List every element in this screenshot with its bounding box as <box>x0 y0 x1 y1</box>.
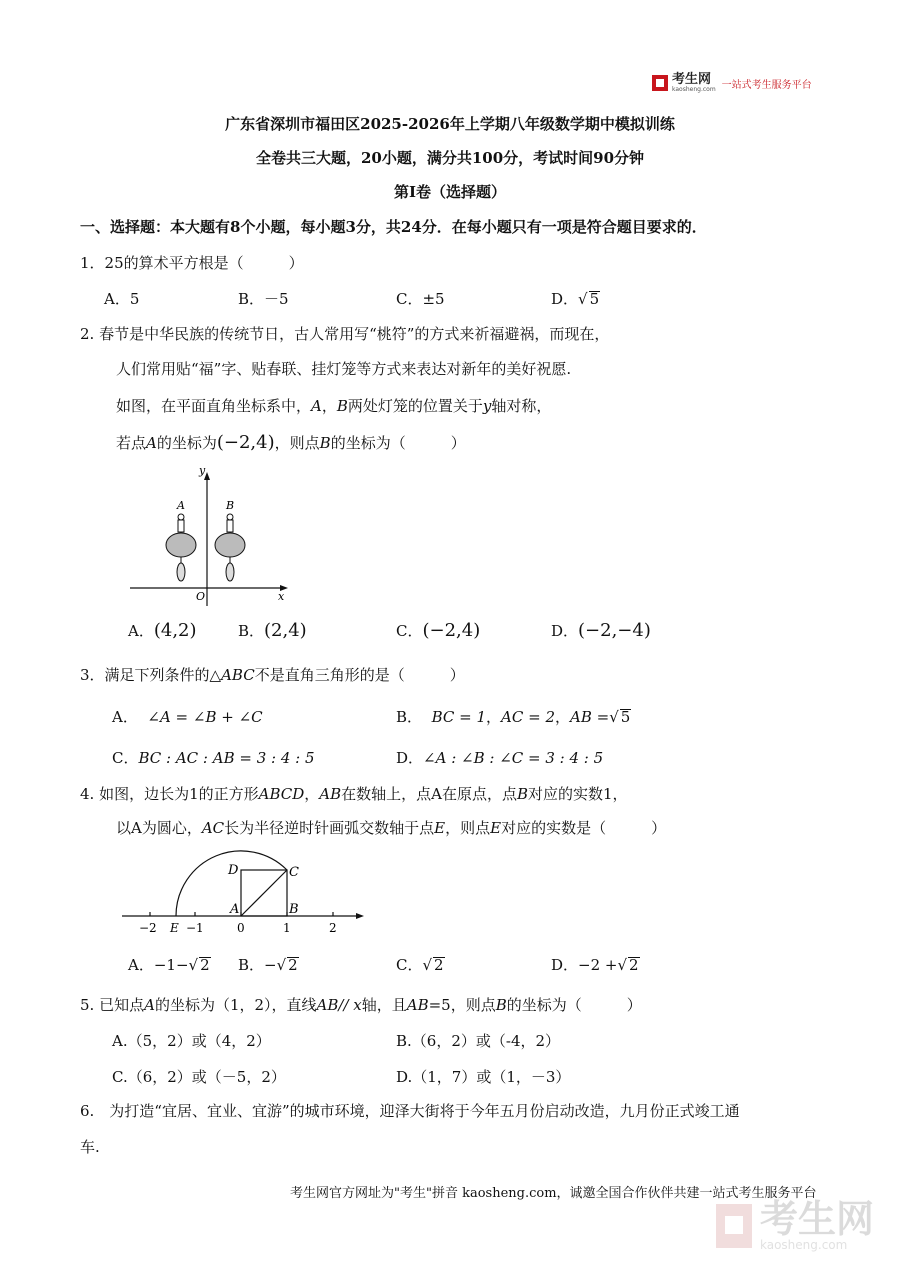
q1-option-a: A．5 <box>104 290 140 308</box>
lantern-b-icon <box>215 499 245 581</box>
label-b: B <box>289 902 299 917</box>
q4-line1: 4. 如图，边长为1的正方形ABCD，AB在数轴上，点A在原点，点B对应的实数1， <box>80 785 628 803</box>
q1-option-d: D．√ 5 <box>551 290 600 308</box>
volume-heading: 第Ⅰ卷（选择题） <box>393 183 507 201</box>
q4-numberline-figure <box>118 846 374 938</box>
q2-line3: 如图，在平面直角坐标系中，A，B两处灯笼的位置关于y轴对称， <box>116 397 552 415</box>
tick-neg1: −1 <box>186 921 204 935</box>
q3-stem: 3．满足下列条件的△ABC不是直角三角形的是（ ） <box>80 666 465 684</box>
label-c: C <box>289 865 299 880</box>
tick-2: 2 <box>329 921 337 935</box>
tick-neg2: −2 <box>139 921 157 935</box>
y-label: y <box>199 464 206 477</box>
q2-option-a: A．(4,2) <box>128 620 197 641</box>
q3-option-a: A． ∠A = ∠B + ∠C <box>112 708 263 726</box>
q4-line2: 以A为圆心，AC长为半径逆时针画弧交数轴于点E，则点E对应的实数是（ ） <box>116 819 667 837</box>
q1-stem: 1．25的算术平方根是（ ） <box>80 254 304 272</box>
q2-line2: 人们常用贴“福”字、贴春联、挂灯笼等方式来表达对新年的美好祝愿. <box>116 360 572 378</box>
q4-option-c: C．√ 2 <box>396 956 444 974</box>
q4-option-d: D．−2 +√ 2 <box>551 956 639 974</box>
watermark-logo-icon <box>716 1204 752 1248</box>
q3-option-b: B． BC = 1，AC = 2，AB =√ 5 <box>396 708 631 726</box>
label-d: D <box>228 863 239 878</box>
tick-1: 1 <box>283 921 291 935</box>
lantern-b-label: B <box>226 499 235 512</box>
q6-line2: 车. <box>80 1138 100 1156</box>
q5-option-d: D.（1，7）或（1，－3） <box>396 1068 571 1086</box>
header-logo <box>652 73 812 93</box>
q2-option-b: B．(2,4) <box>238 620 307 641</box>
logo-icon <box>652 75 668 91</box>
logo-name: 考生网 <box>672 72 712 87</box>
q5-option-c: C.（6，2）或（－5，2） <box>112 1068 286 1086</box>
q2-option-c: C．(−2,4) <box>396 620 481 641</box>
q4-option-a: A．−1−√ 2 <box>128 956 210 974</box>
watermark <box>716 1197 875 1252</box>
page-footer: 考生网官方网址为"考生"拼音 kaosheng.com，诚邀全国合作伙伴共建一站式考生服务平台 <box>290 1186 817 1201</box>
number-line-arrow-icon <box>356 913 364 919</box>
logo-slogan: 一站式考生服务平台 <box>721 79 812 91</box>
tick-e: E <box>170 921 179 935</box>
watermark-name: 考生网 <box>760 1197 875 1241</box>
section-heading: 一、选择题：本大题有8个小题，每小题3分，共24分．在每小题只有一项是符合题目要求的． <box>80 218 707 236</box>
q3-option-d: D．∠A : ∠B : ∠C = 3 : 4 : 5 <box>396 749 604 767</box>
q2-line1: 2. 春节是中华民族的传统节日，古人常用写“桃符”的方式来祈福避祸，而现在， <box>80 325 610 343</box>
lantern-a-icon <box>166 499 196 581</box>
q2-line4: 若点A的坐标为(−2,4)，则点B的坐标为（ ） <box>116 432 466 453</box>
q3-option-c: C．BC : AC : AB = 3 : 4 : 5 <box>112 749 315 767</box>
origin-label: O <box>196 590 206 603</box>
lantern-a-label: A <box>177 499 185 512</box>
q2-option-d: D．(−2,−4) <box>551 620 651 641</box>
x-label: x <box>278 590 285 603</box>
tick-0: 0 <box>237 921 245 935</box>
q5-option-b: B.（6，2）或（-4，2） <box>396 1032 561 1050</box>
q5-stem: 5. 已知点A的坐标为（1，2），直线AB// x轴，且AB=5，则点B的坐标为（ ） <box>80 996 642 1014</box>
q1-option-b: B．－5 <box>238 290 289 308</box>
q1-option-c: C．±5 <box>396 290 445 308</box>
q5-option-a: A.（5，2）或（4，2） <box>112 1032 271 1050</box>
page-subtitle: 全卷共三大题，20小题，满分共100分，考试时间90分钟 <box>255 149 645 167</box>
page-title: 广东省深圳市福田区2025-2026年上学期八年级数学期中模拟训练 <box>225 115 675 133</box>
q4-option-b: B．−√ 2 <box>238 956 298 974</box>
diagonal-ac <box>241 870 287 916</box>
q6-line1: 6. 为打造“宜居、宜业、宜游”的城市环境，迎泽大街将于今年五月份启动改造，九月份正式竣工通 <box>80 1102 740 1120</box>
label-a: A <box>230 902 240 917</box>
watermark-url: kaosheng.com <box>760 1238 848 1252</box>
q2-lantern-figure <box>120 462 300 610</box>
logo-url: kaosheng.com <box>672 86 716 93</box>
